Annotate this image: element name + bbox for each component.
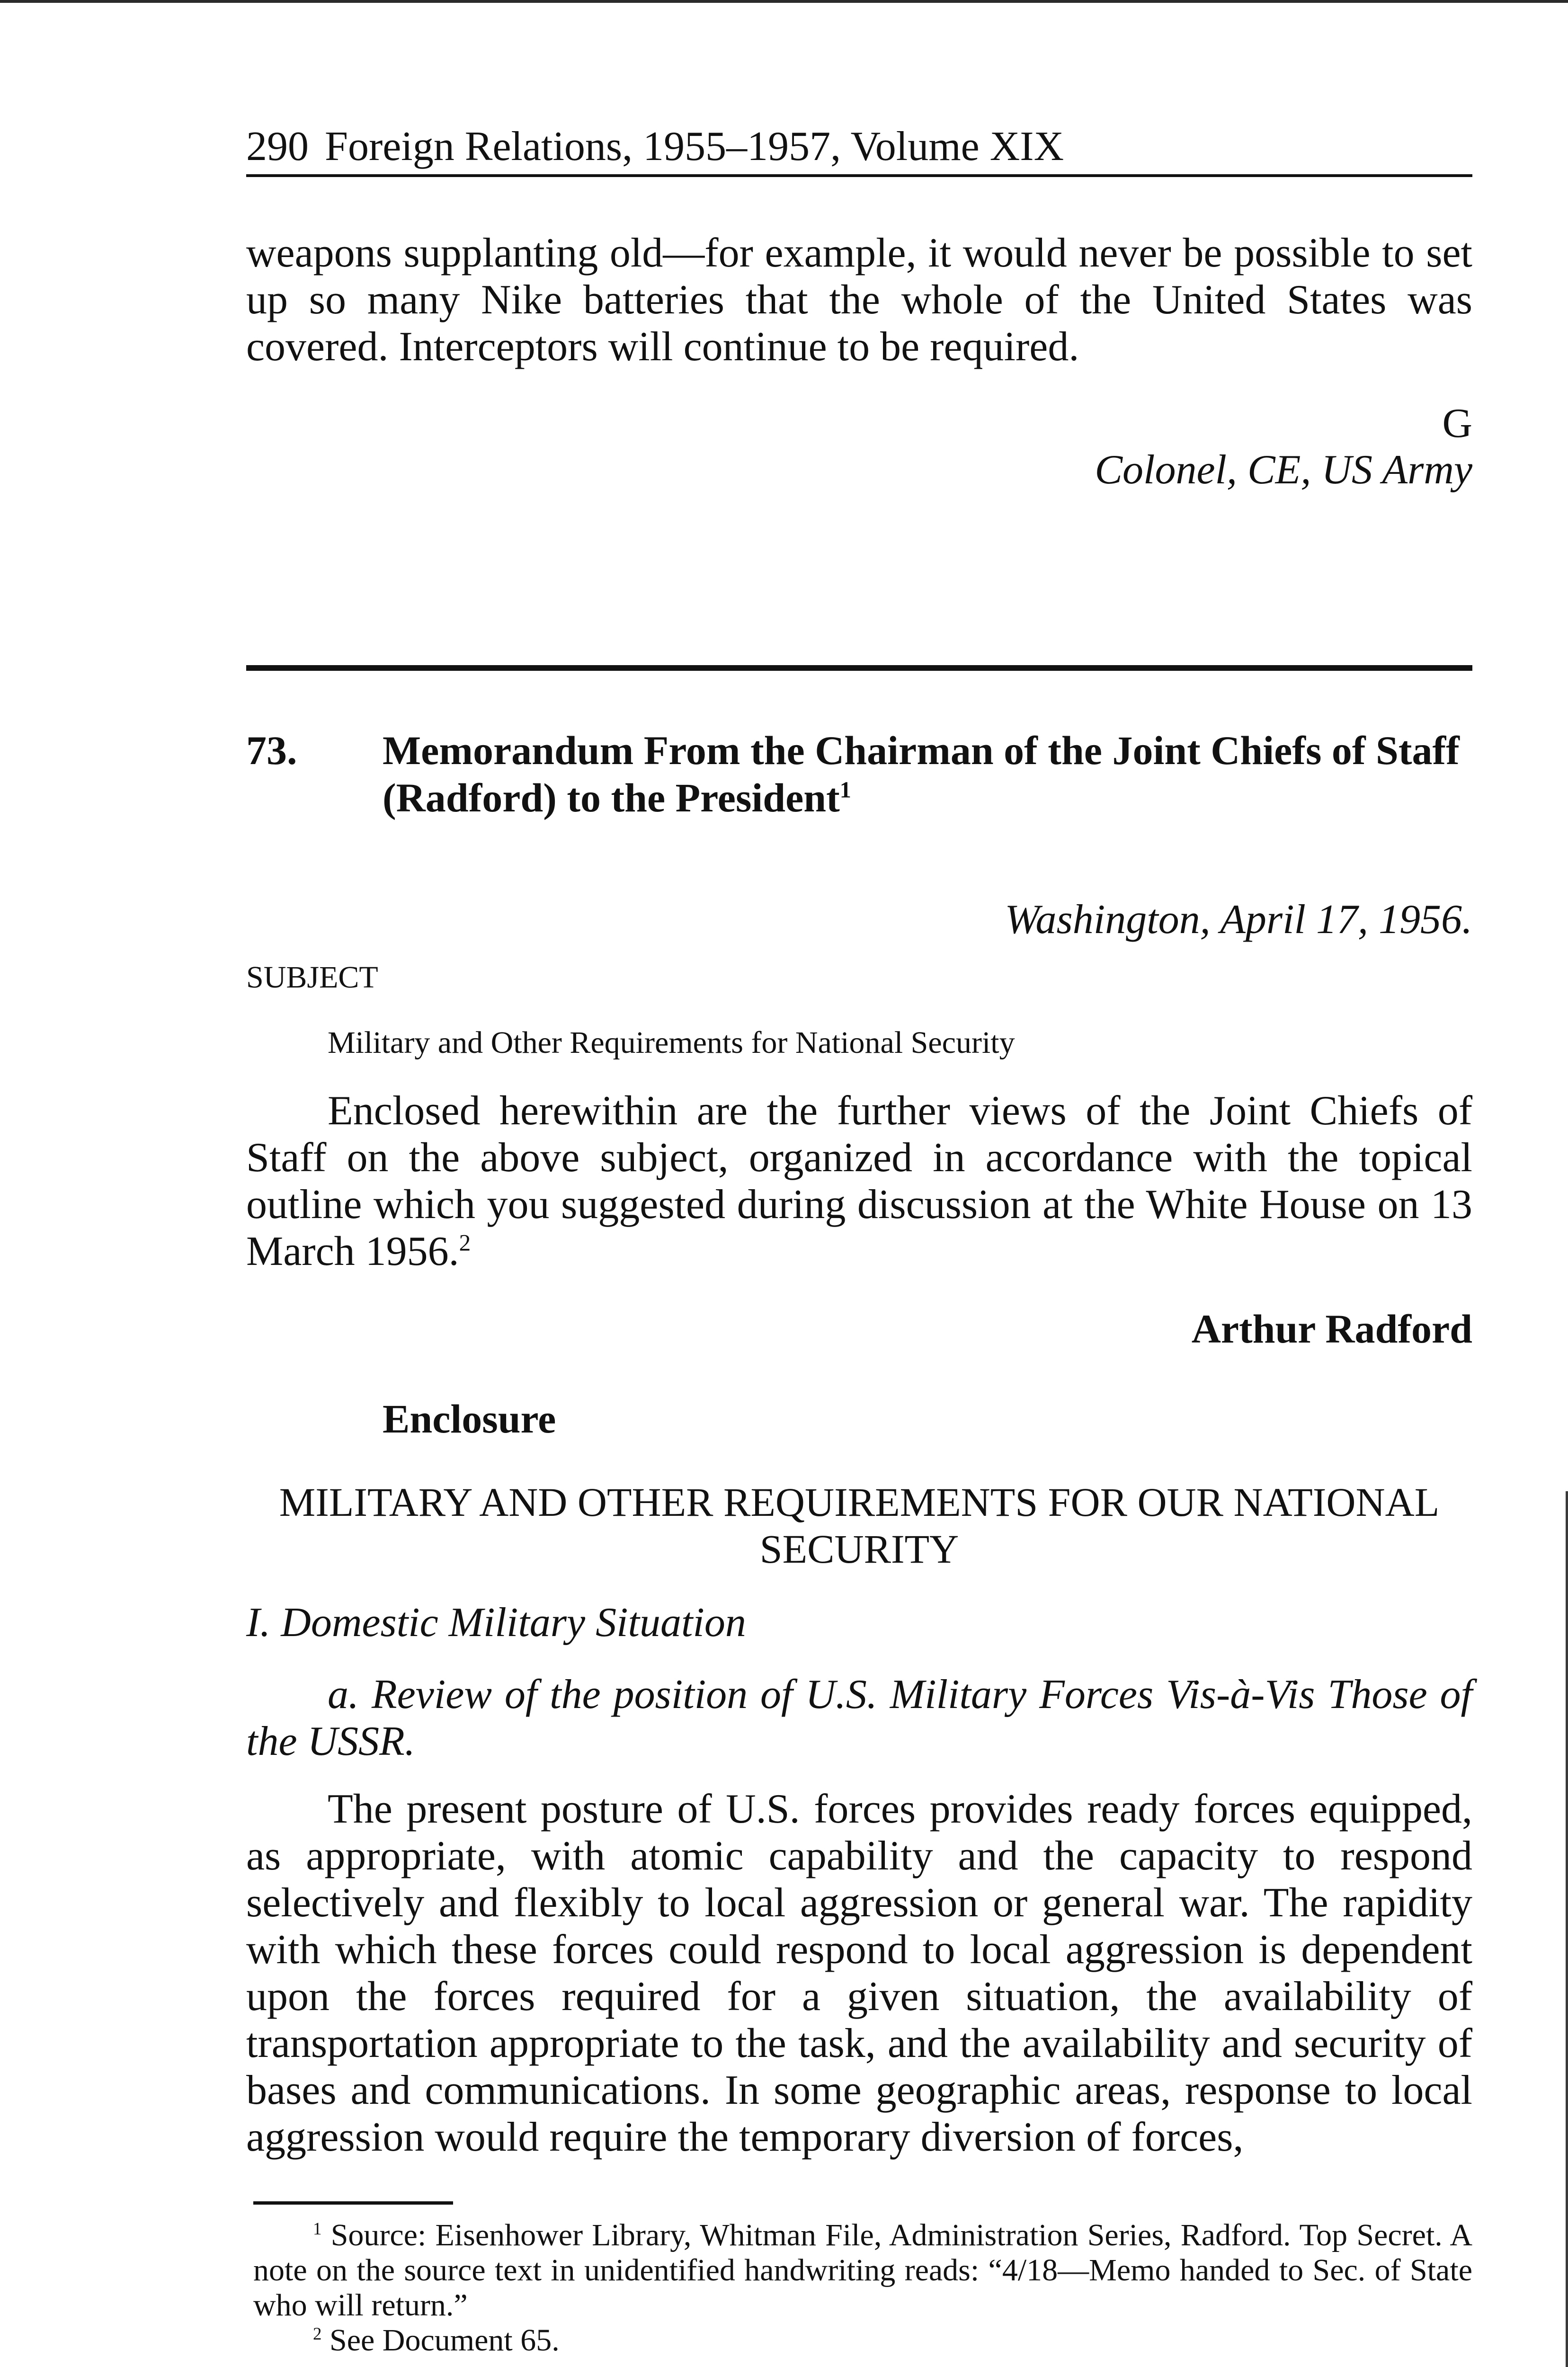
cover-paragraph: [246, 1087, 1472, 1275]
subsection-heading-a-text: a. Review of the position of U.S. Military Forces Vis-à-Vis Those of the USSR.: [246, 1672, 1472, 1764]
document-number: 73.: [246, 728, 297, 773]
cover-paragraph-text: Enclosed herewithin are the further views of the Joint Chiefs of Staff on the above subject, organized in accordance with the topical outline which you suggested during discussion at the White House on 13 March 1956.: [246, 1088, 1472, 1274]
subsection-heading-a: [246, 1671, 1472, 1765]
running-head-title: Foreign Relations, 1955–1957, Volume XIX: [325, 124, 1064, 169]
footnote-2-mark: 2: [313, 2324, 322, 2343]
signature-title: Colonel, CE, US Army: [1095, 447, 1472, 493]
footnote-ref-1: 1: [839, 777, 851, 803]
document-title: [383, 727, 1472, 821]
footnote-rule: [253, 2201, 453, 2205]
signature-radford: Arthur Radford: [1191, 1306, 1472, 1352]
footnote-2-text: See Document 65.: [329, 2323, 560, 2358]
dateline: Washington, April 17, 1956.: [1005, 897, 1472, 943]
footnote-ref-2: 2: [459, 1229, 471, 1256]
footnote-1-mark: 1: [313, 2219, 322, 2238]
footnote-2: [253, 2323, 1472, 2358]
enclosure-title: MILITARY AND OTHER REQUIREMENTS FOR OUR NATIONAL SECURITY: [279, 1479, 1440, 1572]
enclosure-label: Enclosure: [383, 1396, 556, 1442]
subject-label: SUBJECT: [246, 960, 378, 995]
continuation-paragraph: weapons supplanting old—for example, it would never be possible to set up so many Nike batteries that the whole of the United States was covered. Interceptors will continue to be required.: [246, 230, 1472, 370]
signature-initial: G: [1442, 400, 1472, 446]
scan-edge-top: [0, 0, 1568, 3]
footnotes: [253, 2218, 1472, 2358]
running-head: [246, 121, 1472, 173]
body-paragraph: [246, 1786, 1472, 2161]
document-title-text: Memorandum From the Chairman of the Joint Chiefs of Staff (Radford) to the President: [383, 728, 1460, 820]
footnote-1: [253, 2218, 1472, 2323]
section-divider: [246, 665, 1472, 671]
footnote-1-text: Source: Eisenhower Library, Whitman File, Administration Series, Radford. Top Secret. A note on the source text in unidentified handwriting reads: “4/18—Memo handed to Sec. of State who will return.”: [253, 2218, 1472, 2323]
body-paragraph-text: The present posture of U.S. forces provides ready forces equipped, as appropriate, with atomic capability and the capacity to respond selectively and flexibly to local aggression or general war. The rapidity with which these forces could respond to local aggression is dependent upon the forces required for a given situation, the availability of transportation appropriate to the task, and the availability and security of bases and communications. In some geographic areas, response to local aggression would require the temporary diversion of forces,: [246, 1786, 1472, 2160]
subject-text: Military and Other Requirements for National Security: [328, 1025, 1015, 1060]
scan-edge-right: [1566, 1491, 1568, 2367]
page-number: 290: [246, 124, 309, 169]
running-head-rule: [246, 174, 1472, 177]
section-heading-i: I. Domestic Military Situation: [246, 1600, 746, 1646]
